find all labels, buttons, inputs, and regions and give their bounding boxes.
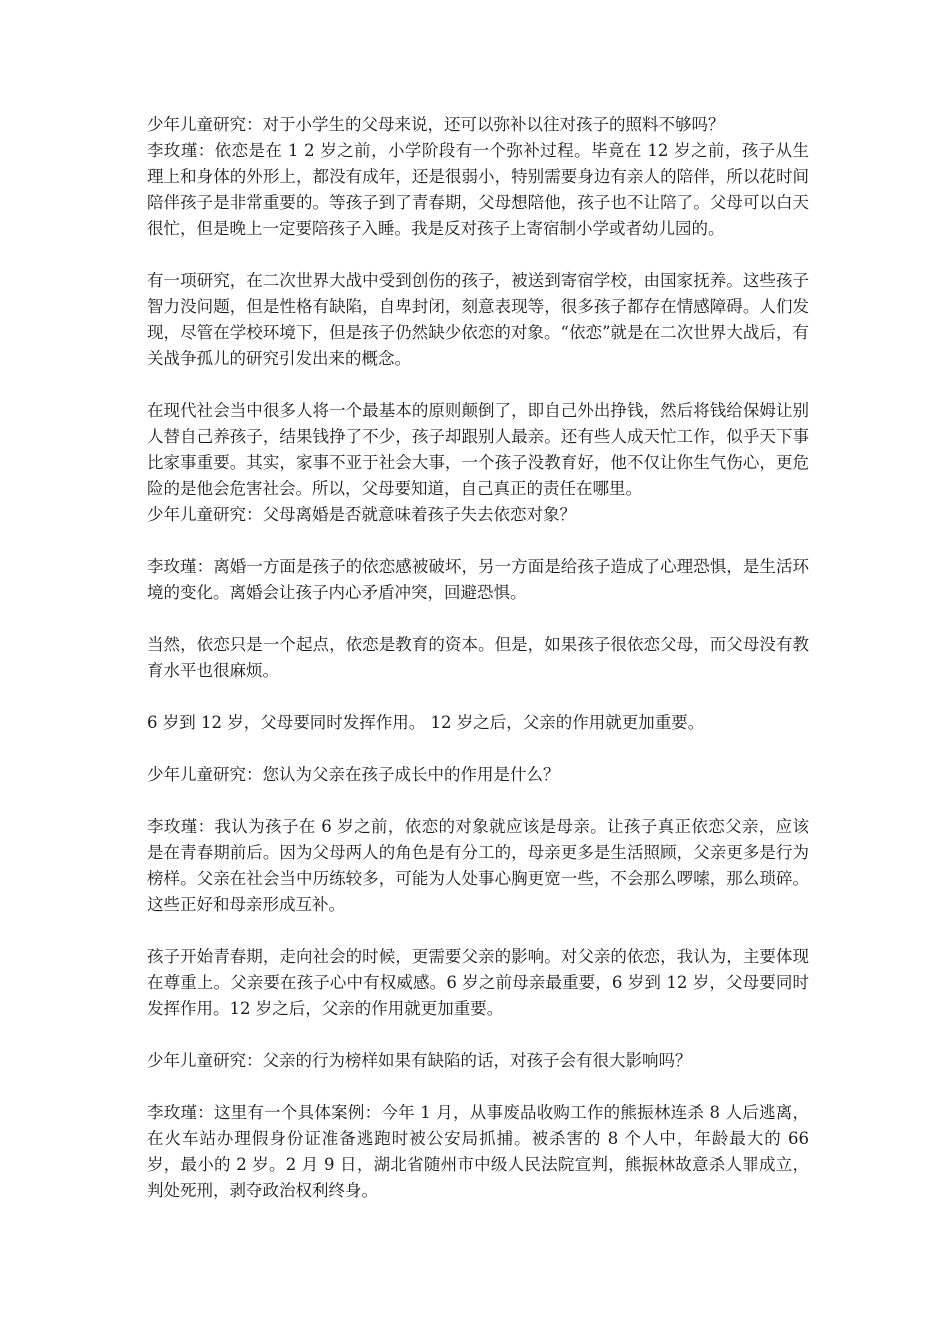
paragraph: 有一项研究，在二次世界大战中受到创伤的孩子，被送到寄宿学校，由国家抚养。这些孩子智力没问题，但是性格有缺陷，自卑封闭，刻意表现等，很多孩子都存在情感障碍。人们发现，尽管在学校环境下，但是孩子仍然缺少依恋的对象。“依恋”就是在二次世界大战后，有关战争孤儿的研究引发出来的概念。 (147, 271, 809, 368)
paragraph: 当然，依恋只是一个起点，依恋是教育的资本。但是，如果孩子很依恋父母，而父母没有教育水平也很麻烦。 (147, 635, 809, 680)
document-page (147, 112, 809, 1204)
paragraph: 少年儿童研究：父母离婚是否就意味着孩子失去依恋对象？ (147, 505, 576, 524)
paragraph: 李玫瑾：依恋是在 1 2 岁之前，小学阶段有一个弥补过程。毕竟在 12 岁之前，孩子从生理上和身体的外形上，都没有成年，还是很弱小，特别需要身边有亲人的陪伴，所以花时间陪伴孩子是非常重要的。等孩子到了青春期，父母想陪他，孩子也不让陪了。父母可以白天很忙，但是晚上一定要陪孩子入睡。我是反对孩子上寄宿制小学或者幼儿园的。 (147, 141, 809, 238)
paragraph: 在现代社会当中很多人将一个最基本的原则颠倒了，即自己外出挣钱，然后将钱给保姆让别人替自己养孩子，结果钱挣了不少，孩子却跟别人最亲。还有些人成天忙工作，似乎天下事比家事重要。其实，家事不亚于社会大事，一个孩子没教育好，他不仅让你生气伤心，更危险的是他会危害社会。所以，父母要知道，自己真正的责任在哪里。 (147, 401, 809, 498)
paragraph: 少年儿童研究：您认为父亲在孩子成长中的作用是什么？ (147, 765, 560, 784)
paragraph: 孩子开始青春期，走向社会的时候，更需要父亲的影响。对父亲的依恋，我认为，主要体现在尊重上。父亲要在孩子心中有权威感。6 岁之前母亲最重要，6 岁到 12 岁，父母要同时发挥作用。12 岁之后，父亲的作用就更加重要。 (147, 947, 809, 1018)
paragraph: 少年儿童研究：对于小学生的父母来说，还可以弥补以往对孩子的照料不够吗？ (147, 115, 725, 134)
paragraph: 李玫瑾：离婚一方面是孩子的依恋感被破坏，另一方面是给孩子造成了心理恐惧，是生活环境的变化。离婚会让孩子内心矛盾冲突，回避恐惧。 (147, 557, 809, 602)
paragraph: 李玫瑾：这里有一个具体案例：今年 1 月，从事废品收购工作的熊振林连杀 8 人后逃离，在火车站办理假身份证准备逃跑时被公安局抓捕。被杀害的 8 个人中，年龄最大的 66 岁，最小的 2 岁。2 月 9 日，湖北省随州市中级人民法院宣判，熊振林故意杀人罪成立，判处死刑，剥夺政治权利终身。 (147, 1103, 809, 1200)
paragraph: 少年儿童研究：父亲的行为榜样如果有缺陷的话，对孩子会有很大影响吗？ (147, 1051, 692, 1070)
paragraph: 李玫瑾：我认为孩子在 6 岁之前，依恋的对象就应该是母亲。让孩子真正依恋父亲，应该是在青春期前后。因为父母两人的角色是有分工的，母亲更多是生活照顾，父亲更多是行为榜样。父亲在社会当中历练较多，可能为人处事心胸更宽一些，不会那么啰嗦，那么琐碎。这些正好和母亲形成互补。 (147, 817, 809, 914)
paragraph: 6 岁到 12 岁，父母要同时发挥作用。 12 岁之后，父亲的作用就更加重要。 (147, 713, 705, 732)
